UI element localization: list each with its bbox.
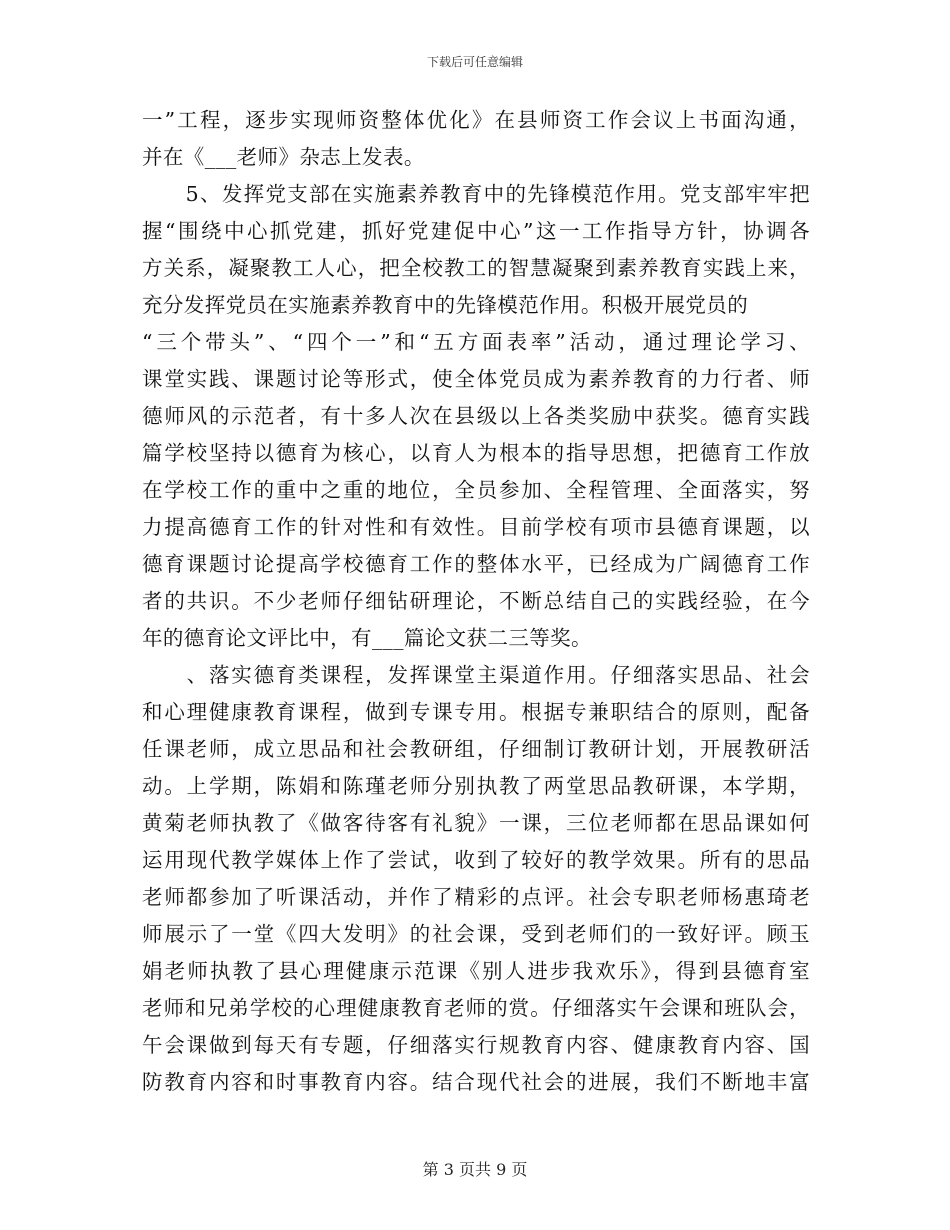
body-line: 动。上学期，陈娟和陈瑾老师分别执教了两堂思品教研课，本学期， bbox=[142, 774, 810, 798]
page-footer: 第 3 页共 9 页 bbox=[422, 1160, 528, 1179]
body-line: “三个带头”、“四个一”和“五方面表率”活动，通过理论学习、 bbox=[142, 330, 810, 354]
body-line: 课堂实践、课题讨论等形式，使全体党员成为素养教育的力行者、师 bbox=[142, 367, 810, 391]
body-line: 德育课题讨论提高学校德育工作的整体水平，已经成为广阔德育工作 bbox=[142, 552, 810, 576]
document-body bbox=[142, 102, 810, 1101]
body-line: 篇学校坚持以德育为核心，以育人为根本的指导思想，把德育工作放 bbox=[142, 441, 810, 465]
body-line: 者的共识。不少老师仔细钻研理论，不断总结自己的实践经验，在今 bbox=[142, 589, 810, 613]
body-line: 并在《___老师》杂志上发表。 bbox=[142, 145, 425, 169]
body-line: 在学校工作的重中之重的地位，全员参加、全程管理、全面落实，努 bbox=[142, 478, 810, 502]
body-line: 运用现代教学媒体上作了尝试，收到了较好的教学效果。所有的思品 bbox=[142, 848, 810, 872]
body-line: 力提高德育工作的针对性和有效性。目前学校有项市县德育课题，以 bbox=[142, 515, 810, 539]
body-line: 一”工程，逐步实现师资整体优化》在县师资工作会议上书面沟通， bbox=[142, 108, 810, 132]
body-line: 年的德育论文评比中，有___篇论文获二三等奖。 bbox=[142, 626, 592, 650]
body-line: 方关系，凝聚教工人心，把全校教工的智慧凝聚到素养教育实践上来， bbox=[142, 256, 810, 280]
body-line: 黄菊老师执教了《做客待客有礼貌》一课，三位老师都在思品课如何 bbox=[142, 811, 810, 835]
body-line: 防教育内容和时事教育内容。结合现代社会的进展，我们不断地丰富 bbox=[142, 1070, 810, 1094]
body-line: 老师都参加了听课活动，并作了精彩的点评。社会专职老师杨惠琦老 bbox=[142, 885, 810, 909]
body-line: 德师风的示范者，有十多人次在县级以上各类奖励中获奖。德育实践 bbox=[142, 404, 810, 428]
body-line: 午会课做到每天有专题，仔细落实行规教育内容、健康教育内容、国 bbox=[142, 1033, 810, 1057]
body-line: 任课老师，成立思品和社会教研组，仔细制订教研计划，开展教研活 bbox=[142, 737, 810, 761]
body-line: 握“围绕中心抓党建，抓好党建促中心”这一工作指导方针，协调各 bbox=[142, 219, 810, 243]
body-line: 老师和兄弟学校的心理健康教育老师的赏。仔细落实午会课和班队会， bbox=[142, 996, 810, 1020]
body-line: 师展示了一堂《四大发明》的社会课，受到老师们的一致好评。顾玉 bbox=[142, 922, 810, 946]
body-line: 5、发挥党支部在实施素养教育中的先锋模范作用。党支部牢牢把 bbox=[142, 182, 810, 206]
body-line: 娟老师执教了县心理健康示范课《别人进步我欢乐》，得到县德育室 bbox=[142, 959, 810, 983]
body-line: 充分发挥党员在实施素养教育中的先锋模范作用。积极开展党员的 bbox=[142, 293, 749, 317]
page-header: 下载后可任意编辑 bbox=[426, 55, 523, 69]
body-line: 和心理健康教育课程，做到专课专用。根据专兼职结合的原则，配备 bbox=[142, 700, 810, 724]
body-line: 、落实德育类课程，发挥课堂主渠道作用。仔细落实思品、社会 bbox=[142, 663, 810, 687]
